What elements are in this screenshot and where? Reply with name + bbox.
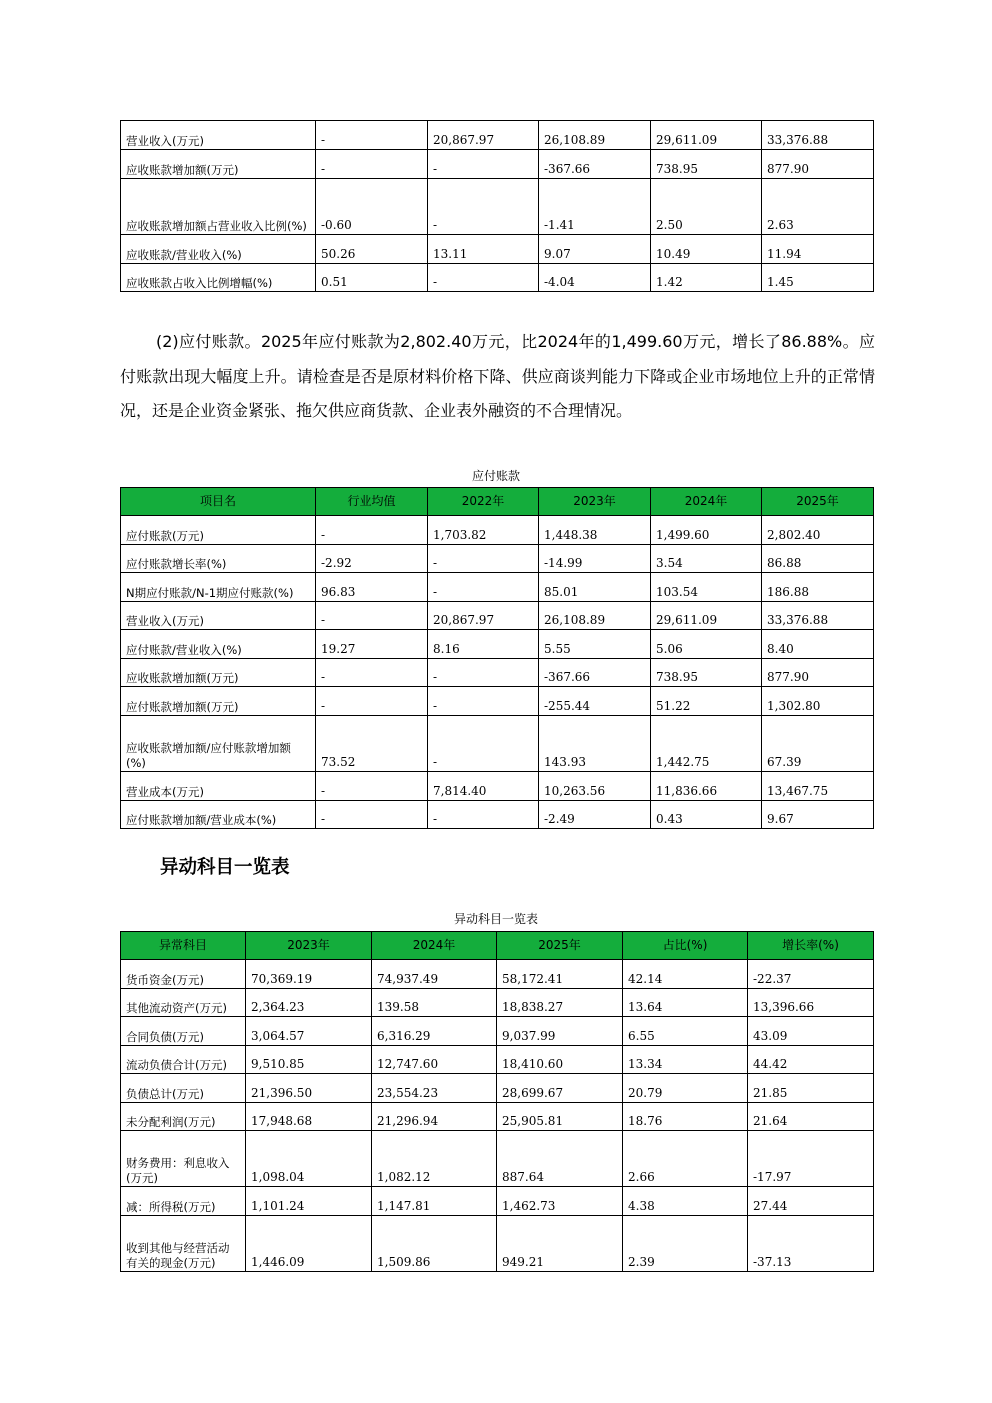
column-header: 2025年 [762,488,874,516]
value-cell: 21,296.94 [372,1103,497,1131]
table-row [121,235,874,264]
table-row [121,1046,874,1074]
value-cell: 33,376.88 [762,121,874,150]
table-row [121,1074,874,1103]
value-cell: 1,462.73 [497,1187,623,1216]
column-header: 项目名 [121,488,316,516]
value-cell: 2.39 [623,1216,748,1272]
value-cell: 20,867.97 [428,602,539,630]
row-label-cell: 应收账款增加额占营业收入比例(%) [121,179,316,235]
value-cell: 9,037.99 [497,1017,623,1046]
table-row [121,1187,874,1216]
value-cell: 103.54 [651,573,762,602]
value-cell: 1.45 [762,264,874,292]
table-row [121,121,874,150]
table-row [121,716,874,772]
table-row [121,1216,874,1272]
table2-body [121,516,874,829]
value-cell: 5.06 [651,630,762,659]
value-cell: 21.85 [748,1074,874,1103]
value-cell: 21,396.50 [246,1074,372,1103]
value-cell: 4.38 [623,1187,748,1216]
table-row [121,801,874,829]
column-header: 占比(%) [623,932,748,960]
value-cell: 738.95 [651,659,762,687]
payables-table-caption: 应付账款 [471,469,520,483]
value-cell: 186.88 [762,573,874,602]
value-cell: 73.52 [316,716,428,772]
value-cell: - [428,573,539,602]
value-cell: 33,376.88 [762,602,874,630]
value-cell: 13.34 [623,1046,748,1074]
row-label-cell: 流动负债合计(万元) [121,1046,246,1074]
value-cell: 50.26 [316,235,428,264]
value-cell: 1,446.09 [246,1216,372,1272]
value-cell: -4.04 [539,264,651,292]
column-header: 2023年 [246,932,372,960]
value-cell: 18,410.60 [497,1046,623,1074]
value-cell: 3,064.57 [246,1017,372,1046]
value-cell: -17.97 [748,1131,874,1187]
row-label-cell: 应付账款增长率(%) [121,545,316,573]
value-cell: 74,937.49 [372,960,497,989]
row-label-cell: 应收账款增加额/应付账款增加额(%) [121,716,316,772]
row-label-cell: 合同负债(万元) [121,1017,246,1046]
value-cell: - [316,659,428,687]
value-cell: 2.63 [762,179,874,235]
table-row [121,516,874,545]
row-label-cell: 收到其他与经营活动有关的现金(万元) [121,1216,246,1272]
row-label-cell: 应收账款/营业收入(%) [121,235,316,264]
value-cell: -22.37 [748,960,874,989]
value-cell: 96.83 [316,573,428,602]
receivables-continuation-table [120,120,874,292]
row-label-cell: 应收账款增加额(万元) [121,150,316,179]
column-header: 行业均值 [316,488,428,516]
value-cell: - [428,264,539,292]
row-label-cell: 未分配利润(万元) [121,1103,246,1131]
column-header: 2023年 [539,488,651,516]
table-row [121,264,874,292]
value-cell: 20,867.97 [428,121,539,150]
table-row [121,989,874,1017]
anomaly-table-caption: 异动科目一览表 [453,912,538,926]
column-header: 异常科目 [121,932,246,960]
table1-body [121,121,874,292]
value-cell: 18.76 [623,1103,748,1131]
value-cell: 29,611.09 [651,121,762,150]
value-cell: 13,396.66 [748,989,874,1017]
value-cell: - [428,687,539,716]
row-label-cell: 应付账款(万元) [121,516,316,545]
value-cell: - [428,801,539,829]
value-cell: 42.14 [623,960,748,989]
column-header: 2024年 [372,932,497,960]
table-row [121,1131,874,1187]
anomaly-items-table [120,931,874,1272]
value-cell: 2.66 [623,1131,748,1187]
value-cell: -367.66 [539,150,651,179]
value-cell: 28,699.67 [497,1074,623,1103]
section-title: 异动科目一览表 [160,857,290,878]
value-cell: 0.51 [316,264,428,292]
value-cell: - [316,516,428,545]
value-cell: 9.67 [762,801,874,829]
value-cell: - [316,772,428,801]
row-label-cell: 应付账款/营业收入(%) [121,630,316,659]
value-cell: 8.16 [428,630,539,659]
value-cell: 21.64 [748,1103,874,1131]
value-cell: 10.49 [651,235,762,264]
value-cell: -37.13 [748,1216,874,1272]
value-cell: 1,499.60 [651,516,762,545]
value-cell: - [316,602,428,630]
value-cell: 11,836.66 [651,772,762,801]
value-cell: 9.07 [539,235,651,264]
row-label-cell: N期应付账款/N-1期应付账款(%) [121,573,316,602]
value-cell: 1,509.86 [372,1216,497,1272]
value-cell: 44.42 [748,1046,874,1074]
value-cell: 1.42 [651,264,762,292]
value-cell: 2,802.40 [762,516,874,545]
value-cell: 19.27 [316,630,428,659]
value-cell: 17,948.68 [246,1103,372,1131]
row-label-cell: 其他流动资产(万元) [121,989,246,1017]
column-header: 2024年 [651,488,762,516]
value-cell: 1,082.12 [372,1131,497,1187]
table-row [121,772,874,801]
table3-body [121,960,874,1272]
value-cell: 12,747.60 [372,1046,497,1074]
value-cell: 877.90 [762,150,874,179]
value-cell: 139.58 [372,989,497,1017]
table-row [121,687,874,716]
row-label-cell: 负债总计(万元) [121,1074,246,1103]
value-cell: 67.39 [762,716,874,772]
table-row [121,573,874,602]
value-cell: 1,448.38 [539,516,651,545]
value-cell: 1,703.82 [428,516,539,545]
value-cell: 26,108.89 [539,602,651,630]
value-cell: 949.21 [497,1216,623,1272]
row-label-cell: 应付账款增加额/营业成本(%) [121,801,316,829]
value-cell: 26,108.89 [539,121,651,150]
row-label-cell: 营业收入(万元) [121,121,316,150]
value-cell: 85.01 [539,573,651,602]
value-cell: 7,814.40 [428,772,539,801]
value-cell: 877.90 [762,659,874,687]
row-label-cell: 应付账款增加额(万元) [121,687,316,716]
value-cell: 23,554.23 [372,1074,497,1103]
value-cell: 86.88 [762,545,874,573]
value-cell: 10,263.56 [539,772,651,801]
value-cell: 0.43 [651,801,762,829]
value-cell: 1,442.75 [651,716,762,772]
table-row [121,1103,874,1131]
column-header: 2025年 [497,932,623,960]
value-cell: - [428,150,539,179]
row-label-cell: 财务费用：利息收入(万元) [121,1131,246,1187]
table-row [121,960,874,989]
value-cell: 51.22 [651,687,762,716]
value-cell: - [428,545,539,573]
value-cell: 143.93 [539,716,651,772]
value-cell: 29,611.09 [651,602,762,630]
value-cell: 27.44 [748,1187,874,1216]
value-cell: 11.94 [762,235,874,264]
table-row [121,630,874,659]
table-row [121,545,874,573]
column-header: 2022年 [428,488,539,516]
row-label-cell: 应收账款增加额(万元) [121,659,316,687]
value-cell: 25,905.81 [497,1103,623,1131]
value-cell: 3.54 [651,545,762,573]
table-row [121,1017,874,1046]
value-cell: 20.79 [623,1074,748,1103]
value-cell: 43.09 [748,1017,874,1046]
value-cell: 2,364.23 [246,989,372,1017]
value-cell: 9,510.85 [246,1046,372,1074]
value-cell: 58,172.41 [497,960,623,989]
value-cell: - [428,659,539,687]
column-header: 增长率(%) [748,932,874,960]
value-cell: 6.55 [623,1017,748,1046]
value-cell: 1,098.04 [246,1131,372,1187]
value-cell: - [316,687,428,716]
value-cell: 18,838.27 [497,989,623,1017]
value-cell: 738.95 [651,150,762,179]
anomaly-table-header [121,932,874,960]
value-cell: 13,467.75 [762,772,874,801]
table-row [121,659,874,687]
row-label-cell: 应收账款占收入比例增幅(%) [121,264,316,292]
value-cell: 5.55 [539,630,651,659]
payables-table [120,487,874,829]
payables-analysis-paragraph: (2)应付账款。2025年应付账款为2,802.40万元，比2024年的1,499.60万元，增长了86.88%。应付账款出现大幅度上升。请检查是否是原材料价格下降、供应商谈判能力下降或企业市场地位上升的正常情况，还是企业资金紧张、拖欠供应商货款、企业表外融资的不合理情况。 [120,332,875,420]
row-label-cell: 营业收入(万元) [121,602,316,630]
value-cell: 70,369.19 [246,960,372,989]
table-row [121,179,874,235]
value-cell: -1.41 [539,179,651,235]
value-cell: -14.99 [539,545,651,573]
value-cell: - [428,179,539,235]
payables-table-header [121,488,874,516]
row-label-cell: 减：所得税(万元) [121,1187,246,1216]
value-cell: - [316,121,428,150]
row-label-cell: 货币资金(万元) [121,960,246,989]
value-cell: -2.49 [539,801,651,829]
value-cell: -255.44 [539,687,651,716]
value-cell: 1,147.81 [372,1187,497,1216]
value-cell: -367.66 [539,659,651,687]
table-row [121,602,874,630]
value-cell: 2.50 [651,179,762,235]
value-cell: 887.64 [497,1131,623,1187]
value-cell: - [316,801,428,829]
value-cell: 1,302.80 [762,687,874,716]
value-cell: -0.60 [316,179,428,235]
value-cell: - [316,150,428,179]
value-cell: 6,316.29 [372,1017,497,1046]
value-cell: -2.92 [316,545,428,573]
value-cell: 1,101.24 [246,1187,372,1216]
value-cell: 13.64 [623,989,748,1017]
value-cell: - [428,716,539,772]
value-cell: 8.40 [762,630,874,659]
table-row [121,150,874,179]
row-label-cell: 营业成本(万元) [121,772,316,801]
value-cell: 13.11 [428,235,539,264]
